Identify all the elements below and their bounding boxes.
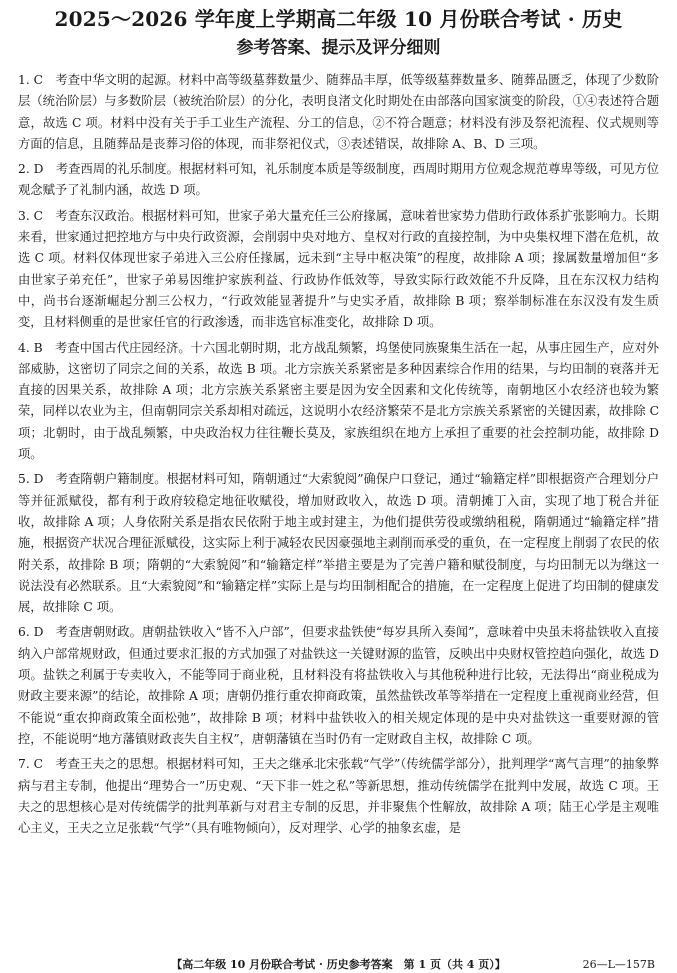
answer-item: 6. D 考查唐朝财政。唐朝盐铁收入“皆不入户部”，但要求盐铁使“每岁具所入奏闻”，意味着中央虽未将盐铁收入直接纳入户部常规财政，但通过要求汇报的方式加强了对盐铁这一关键财源的监管，反映出中央财权管控趋向强化，故选 D 项。盐铁之利属于专卖收入，不能等同于商业税，且材料没有将盐铁收入与其他税种进行比较，无法得出“商业税成为财政主要来源”的结论，故排除 A 项；唐朝仍推行重农抑商政策，虽然盐铁改革等举措在一定程度上重视商业经营，但不能说“重农抑商政策全面松弛”，故排除 B 项；材料中盐铁收入的相关规定体现的是中央对盐铁这一重要财源的管控，不能说明“地方藩镇财政丧失自主权”，唐朝藩镇在当时仍有一定财政自主权，故排除 C 项。 [18, 625, 659, 746]
page-title: 2025～2026 学年度上学期高二年级 10 月份联合考试 · 历史 [54, 7, 623, 31]
page-subtitle: 参考答案、提示及评分细则 [236, 38, 441, 58]
answer-item: 4. B 考查中国古代庄园经济。十六国北朝时期，北方战乱频繁，坞堡使同族聚集生活在一起，从事庄园生产，应对外部威胁，这密切了同宗之间的关系，故选 B 项。北方宗族关系紧密是多种因素综合作用的结果，与均田制的衰落并无直接的因果关系，故排除 A 项；北方宗族关系紧密主要是因为安全因素和文化传统等，南朝地区小农经济也较为繁荣，同样以农业为主，但南朝同宗关系却相对疏远，这说明小农经济繁荣不是北方宗族关系紧密的关键因素，故排除 C 项；北朝时，由于战乱频繁，中央政治权力往往鞭长莫及，家族组织在地方上承担了重要的社会控制功能，故排除 D 项。 [18, 340, 659, 462]
answer-list [18, 70, 659, 839]
answer-item: 2. D 考查西周的礼乐制度。根据材料可知，礼乐制度本质是等级制度，西周时期用方位观念规范尊卑等级，可见方位观念赋予了礼制内涵，故选 D 项。 [18, 162, 659, 198]
answer-item: 3. C 考查东汉政治。根据材料可知，世家子弟大量充任三公府掾属，意味着世家势力借助行政体系扩张影响力。长期来看，世家通过把控地方与中央行政资源，会削弱中央对地方、皇权对行政的直接控制，为中央集权埋下潜在危机，故选 C 项。材料仅体现世家子弟进入三公府任掾属，远未到“主导中枢决策”的程度，故排除 A 项；掾属数量增加但“多由世家子弟充任”，世家子弟易因维护家族利益、行政协作低效等，导致实际行政效能不升反降，且在东汉权力结构中，尚书台逐渐崛起分割三公权力，“行政效能显著提升”与史实矛盾，故排除 B 项；察举制标准在东汉没有发生质变，且材料侧重的是世家任官的行政渗透，而非选官标准变化，故排除 D 项。 [18, 208, 659, 330]
answer-item: 1. C 考查中华文明的起源。材料中高等级墓葬数量少、随葬品丰厚，低等级墓葬数量多、随葬品匮乏，体现了少数阶层（统治阶层）与多数阶层（被统治阶层）的分化，表明良渚文化时期处在由部落向国家演变的阶段，①④表述符合题意，故选 C 项。材料中没有关于手工业生产流程、分工的信息，②不符合题意；材料没有涉及祭祀流程、仪式规则等方面的信息，且随葬品是丧葬习俗的体现，而非祭祀仪式，③表述错误，故排除 A、B、D 三项。 [18, 73, 659, 151]
footer-page-info: 【高二年级 10 月份联合考试 · 历史参考答案 第 1 页（共 4 页）】 [171, 958, 506, 971]
answer-item: 5. D 考查隋朝户籍制度。根据材料可知，隋朝通过“大索貌阅”确保户口登记，通过“输籍定样”即根据资产合理划分户等并征派赋役，都有利于政府较稳定地征收赋役，增加财政收入，故选 D 项。清朝摊丁入亩，实现了地丁税合并征收，故排除 A 项；人身依附关系是指农民依附于地主或封建主，为他们提供劳役或缴纳租税，隋朝通过“输籍定样”措施，根据资产状况合理征派赋役，这实际上利于减轻农民因豪强地主剥削而承受的重负，在一定程度上削弱了农民的依附关系，故排除 B 项；隋朝的“大索貌阅”和“输籍定样”举措主要是为了完善户籍和赋役制度，与均田制无以为继这一说法没有必然联系。且“大索貌阅”和“输籍定样”实际上是与均田制相配合的措施，在一定程度上促进了均田制的健康发展，故排除 C 项。 [18, 472, 659, 615]
footer-exam-code: 26—L—157B [582, 958, 655, 971]
answer-item: 7. C 考查王夫之的思想。根据材料可知，王夫之继承北宋张载“气学”（传统儒学部分），批判理学“离气言理”的抽象弊病与君主专制，他提出“理势合一”历史观、“天下非一姓之私”等新思想，推动传统儒学在批判中发展，故选 C 项。王夫之的思想核心是对传统儒学的批判革新与对君主专制的反思，并非聚焦个性解放，故排除 A 项；陆王心学是主观唯心主义，王夫之立足张载“气学”（具有唯物倾向），反对理学、心学的抽象玄虚，是 [18, 757, 659, 836]
